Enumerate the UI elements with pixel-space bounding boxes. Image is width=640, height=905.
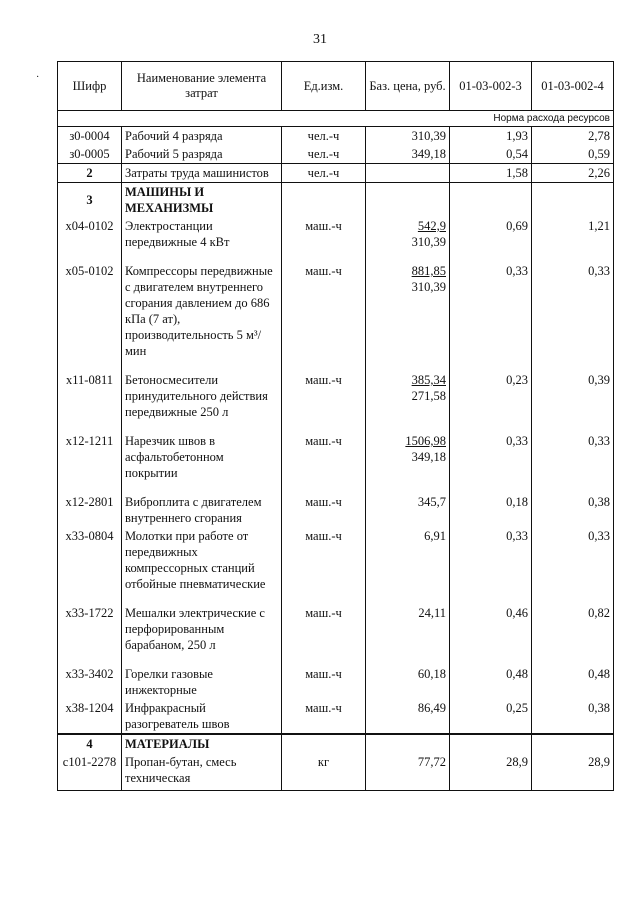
row-unit: маш.-ч (282, 527, 366, 604)
table-row (58, 127, 614, 146)
row-price: 86,49 (366, 699, 450, 734)
row-price: 349,18 (366, 145, 450, 164)
section-title: МАШИНЫ И МЕХАНИЗМЫ (122, 183, 282, 218)
row-code: х38-1204 (58, 699, 122, 734)
row-code: х04-0102 (58, 217, 122, 262)
row-name: Бетоносмесители принудительного действия передвижные 250 л (122, 371, 282, 432)
header-col1: 01-03-002-3 (450, 62, 532, 111)
section-title: МАТЕРИАЛЫ (122, 734, 282, 753)
row-unit: маш.-ч (282, 493, 366, 527)
row-code: х12-2801 (58, 493, 122, 527)
row-price-secondary: 271,58 (411, 389, 446, 403)
row-unit: чел.-ч (282, 145, 366, 164)
row-value-1: 1,58 (450, 164, 532, 183)
row-value-2: 0,82 (532, 604, 614, 665)
table-row (58, 262, 614, 371)
row-code: х33-0804 (58, 527, 122, 604)
row-value-2: 0,48 (532, 665, 614, 699)
row-price (366, 164, 450, 183)
row-name: Электростанции передвижные 4 кВт (122, 217, 282, 262)
row-unit: маш.-ч (282, 217, 366, 262)
section-number: 3 (58, 183, 122, 218)
row-code: с101-2278 (58, 753, 122, 791)
row-code: х33-1722 (58, 604, 122, 665)
row-price: 24,11 (366, 604, 450, 665)
row-price: 385,34 (411, 373, 446, 387)
row-value-2: 2,26 (532, 164, 614, 183)
row-price: 60,18 (366, 665, 450, 699)
row-name: Пропан-бутан, смесь техническая (122, 753, 282, 791)
section-number: 4 (58, 734, 122, 753)
row-value-1: 0,69 (450, 217, 532, 262)
row-unit: чел.-ч (282, 127, 366, 146)
table-row (58, 371, 614, 432)
norm-label: Норма расхода ресурсов (58, 111, 614, 127)
row-value-2: 1,21 (532, 217, 614, 262)
header-row (58, 62, 614, 111)
row-code: з0-0005 (58, 145, 122, 164)
row-unit: маш.-ч (282, 665, 366, 699)
row-value-1: 0,33 (450, 432, 532, 493)
row-unit: маш.-ч (282, 371, 366, 432)
header-price: Баз. цена, руб. (366, 62, 450, 111)
row-value-1: 0,23 (450, 371, 532, 432)
row-value-1: 0,46 (450, 604, 532, 665)
row-price-secondary: 310,39 (411, 235, 446, 249)
table-row (58, 432, 614, 493)
row-value-2: 0,33 (532, 432, 614, 493)
table-row (58, 164, 614, 183)
row-code: х11-0811 (58, 371, 122, 432)
row-name: Рабочий 4 разряда (122, 127, 282, 146)
row-name: Затраты труда машинистов (122, 164, 282, 183)
header-unit: Ед.изм. (282, 62, 366, 111)
row-code: 2 (58, 164, 122, 183)
row-price: 77,72 (366, 753, 450, 791)
table-row (58, 753, 614, 791)
row-value-1: 0,18 (450, 493, 532, 527)
row-value-1: 0,33 (450, 262, 532, 371)
table-row (58, 665, 614, 699)
table-row (58, 699, 614, 734)
row-value-2: 2,78 (532, 127, 614, 146)
row-unit: маш.-ч (282, 604, 366, 665)
row-value-1: 1,93 (450, 127, 532, 146)
row-value-2: 0,38 (532, 493, 614, 527)
row-price: 6,91 (366, 527, 450, 604)
page-number: 31 (313, 32, 327, 47)
table-row (58, 604, 614, 665)
row-unit: маш.-ч (282, 699, 366, 734)
row-price: 542,9 (417, 219, 446, 233)
row-code: х12-1211 (58, 432, 122, 493)
table-row (58, 527, 614, 604)
row-price: 1506,98 (405, 434, 446, 448)
section-row (58, 734, 614, 753)
margin-mark: · (36, 72, 40, 83)
header-name: Наименование элемента затрат (122, 62, 282, 111)
row-value-2: 0,39 (532, 371, 614, 432)
row-name: Компрессоры передвижные с двигателем внутреннего сгорания давлением до 686 кПа (7 ат), производительность 5 м³/мин (122, 262, 282, 371)
row-name: Рабочий 5 разряда (122, 145, 282, 164)
row-code: х33-3402 (58, 665, 122, 699)
row-value-1: 0,48 (450, 665, 532, 699)
header-code: Шифр (58, 62, 122, 111)
table-row (58, 217, 614, 262)
row-code: х05-0102 (58, 262, 122, 371)
header-col2: 01-03-002-4 (532, 62, 614, 111)
row-value-2: 0,59 (532, 145, 614, 164)
table-row (58, 493, 614, 527)
resource-norms-table (57, 61, 614, 791)
row-value-2: 0,38 (532, 699, 614, 734)
table-row (58, 145, 614, 164)
row-value-1: 28,9 (450, 753, 532, 791)
row-unit: кг (282, 753, 366, 791)
row-price: 345,7 (366, 493, 450, 527)
row-name: Нарезчик швов в асфальтобетонном покрытии (122, 432, 282, 493)
row-name: Виброплита с двигателем внутреннего сгорания (122, 493, 282, 527)
row-price-secondary: 349,18 (411, 450, 446, 464)
row-code: з0-0004 (58, 127, 122, 146)
row-value-1: 0,33 (450, 527, 532, 604)
row-price: 310,39 (366, 127, 450, 146)
row-name: Инфракрасный разогреватель швов (122, 699, 282, 734)
row-name: Молотки при работе от передвижных компрессорных станций отбойные пневматические (122, 527, 282, 604)
row-unit: чел.-ч (282, 164, 366, 183)
row-value-1: 0,54 (450, 145, 532, 164)
row-value-2: 28,9 (532, 753, 614, 791)
row-name: Горелки газовые инжекторные (122, 665, 282, 699)
row-unit: маш.-ч (282, 432, 366, 493)
row-unit: маш.-ч (282, 262, 366, 371)
row-value-2: 0,33 (532, 262, 614, 371)
row-price: 881,85 (411, 264, 446, 278)
row-price-secondary: 310,39 (411, 280, 446, 294)
norm-label-row (58, 111, 614, 127)
row-name: Мешалки электрические с перфорированным барабаном, 250 л (122, 604, 282, 665)
row-value-1: 0,25 (450, 699, 532, 734)
row-value-2: 0,33 (532, 527, 614, 604)
section-row (58, 183, 614, 218)
